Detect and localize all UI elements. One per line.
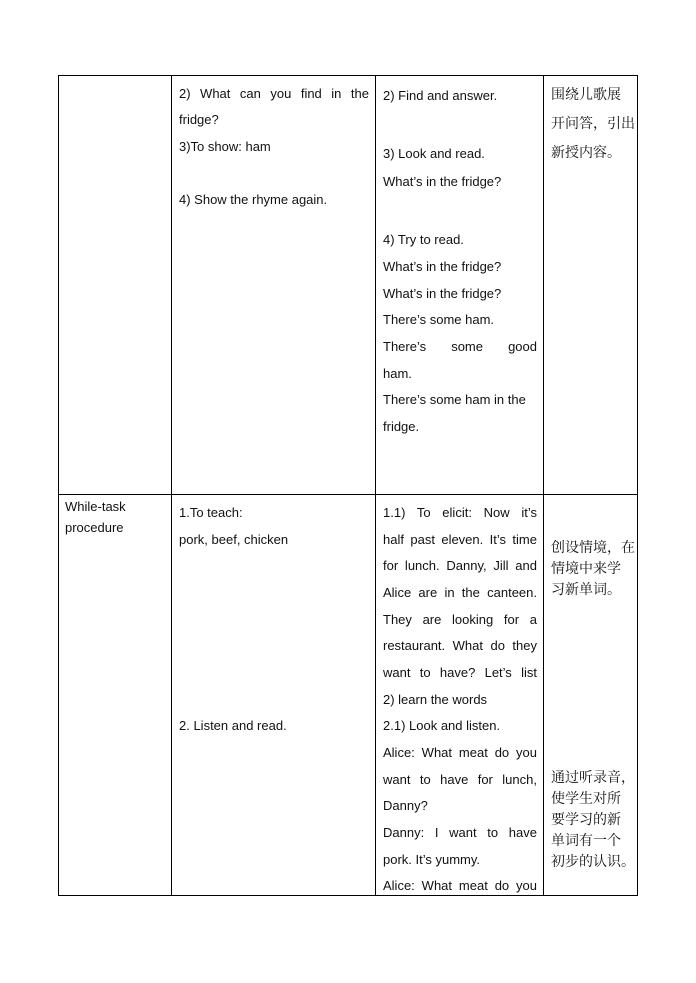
student-activity-text: There’s some good xyxy=(383,339,537,354)
purpose-text: 单词有一个 xyxy=(551,833,621,849)
stage-label: procedure xyxy=(65,520,124,535)
student-activity-text: 2) learn the words xyxy=(383,692,488,707)
teacher-step-text: 3)To show: ham xyxy=(179,139,271,154)
table-border-left xyxy=(58,75,59,896)
column-divider-3 xyxy=(543,75,544,896)
student-activity-text: pork. It’s yummy. xyxy=(383,852,481,867)
purpose-text: 初步的认识。 xyxy=(551,854,635,870)
student-activity-text: There’s some ham in the xyxy=(383,392,526,407)
lesson-plan-table xyxy=(58,75,638,896)
student-activity-text: Alice: What meat do you xyxy=(383,745,537,760)
student-activity-text: There’s some ham. xyxy=(383,312,495,327)
stage-label: While-task xyxy=(65,499,126,514)
student-activity-text: What’s in the fridge? xyxy=(383,259,502,274)
teacher-step-text: 2) What can you find in the xyxy=(179,86,369,101)
student-activity-text: What’s in the fridge? xyxy=(383,286,502,301)
purpose-text: 围绕儿歌展 xyxy=(551,87,621,103)
teacher-step-text: pork, beef, chicken xyxy=(179,532,289,547)
purpose-text: 要学习的新 xyxy=(551,812,621,828)
table-border-bottom xyxy=(58,895,638,896)
student-activity-text: 2) Find and answer. xyxy=(383,88,498,103)
student-activity-text: want to have for lunch, xyxy=(383,772,537,787)
student-activity-text: 4) Try to read. xyxy=(383,232,464,247)
purpose-text: 习新单词。 xyxy=(551,582,621,598)
teacher-step-text: fridge? xyxy=(179,112,219,127)
column-divider-2 xyxy=(375,75,376,896)
student-activity-text: Danny: I want to have xyxy=(383,825,537,840)
purpose-text: 新授内容。 xyxy=(551,145,621,161)
purpose-text: 创设情境，在 xyxy=(551,540,635,556)
student-activity-text: They are looking for a xyxy=(383,612,537,627)
student-activity-text: 3) Look and read. xyxy=(383,146,485,161)
student-activity-text: ham. xyxy=(383,366,412,381)
purpose-text: 情境中来学 xyxy=(551,561,621,577)
student-activity-text: Alice: What meat do you xyxy=(383,878,537,893)
student-activity-text: Alice are in the canteen. xyxy=(383,585,537,600)
teacher-step-text: 1.To teach: xyxy=(179,505,243,520)
table-border-right xyxy=(637,75,638,896)
teacher-step-text: 2. Listen and read. xyxy=(179,718,287,733)
student-activity-text: restaurant. What do they xyxy=(383,638,537,653)
student-activity-text: 1.1) To elicit: Now it’s xyxy=(383,505,537,520)
purpose-text: 开问答，引出 xyxy=(551,116,635,132)
student-activity-text: 2.1) Look and listen. xyxy=(383,718,501,733)
student-activity-text: What’s in the fridge? xyxy=(383,174,502,189)
student-activity-text: for lunch. Danny, Jill and xyxy=(383,558,537,573)
student-activity-text: half past eleven. It’s time xyxy=(383,532,537,547)
column-divider-1 xyxy=(171,75,172,896)
teacher-step-text: 4) Show the rhyme again. xyxy=(179,192,328,207)
table-border-top xyxy=(58,75,638,76)
row-divider xyxy=(58,494,638,495)
purpose-text: 使学生对所 xyxy=(551,791,621,807)
student-activity-text: fridge. xyxy=(383,419,420,434)
purpose-text: 通过听录音， xyxy=(551,770,635,786)
student-activity-text: want to have? Let’s list xyxy=(383,665,537,680)
student-activity-text: Danny? xyxy=(383,798,428,813)
